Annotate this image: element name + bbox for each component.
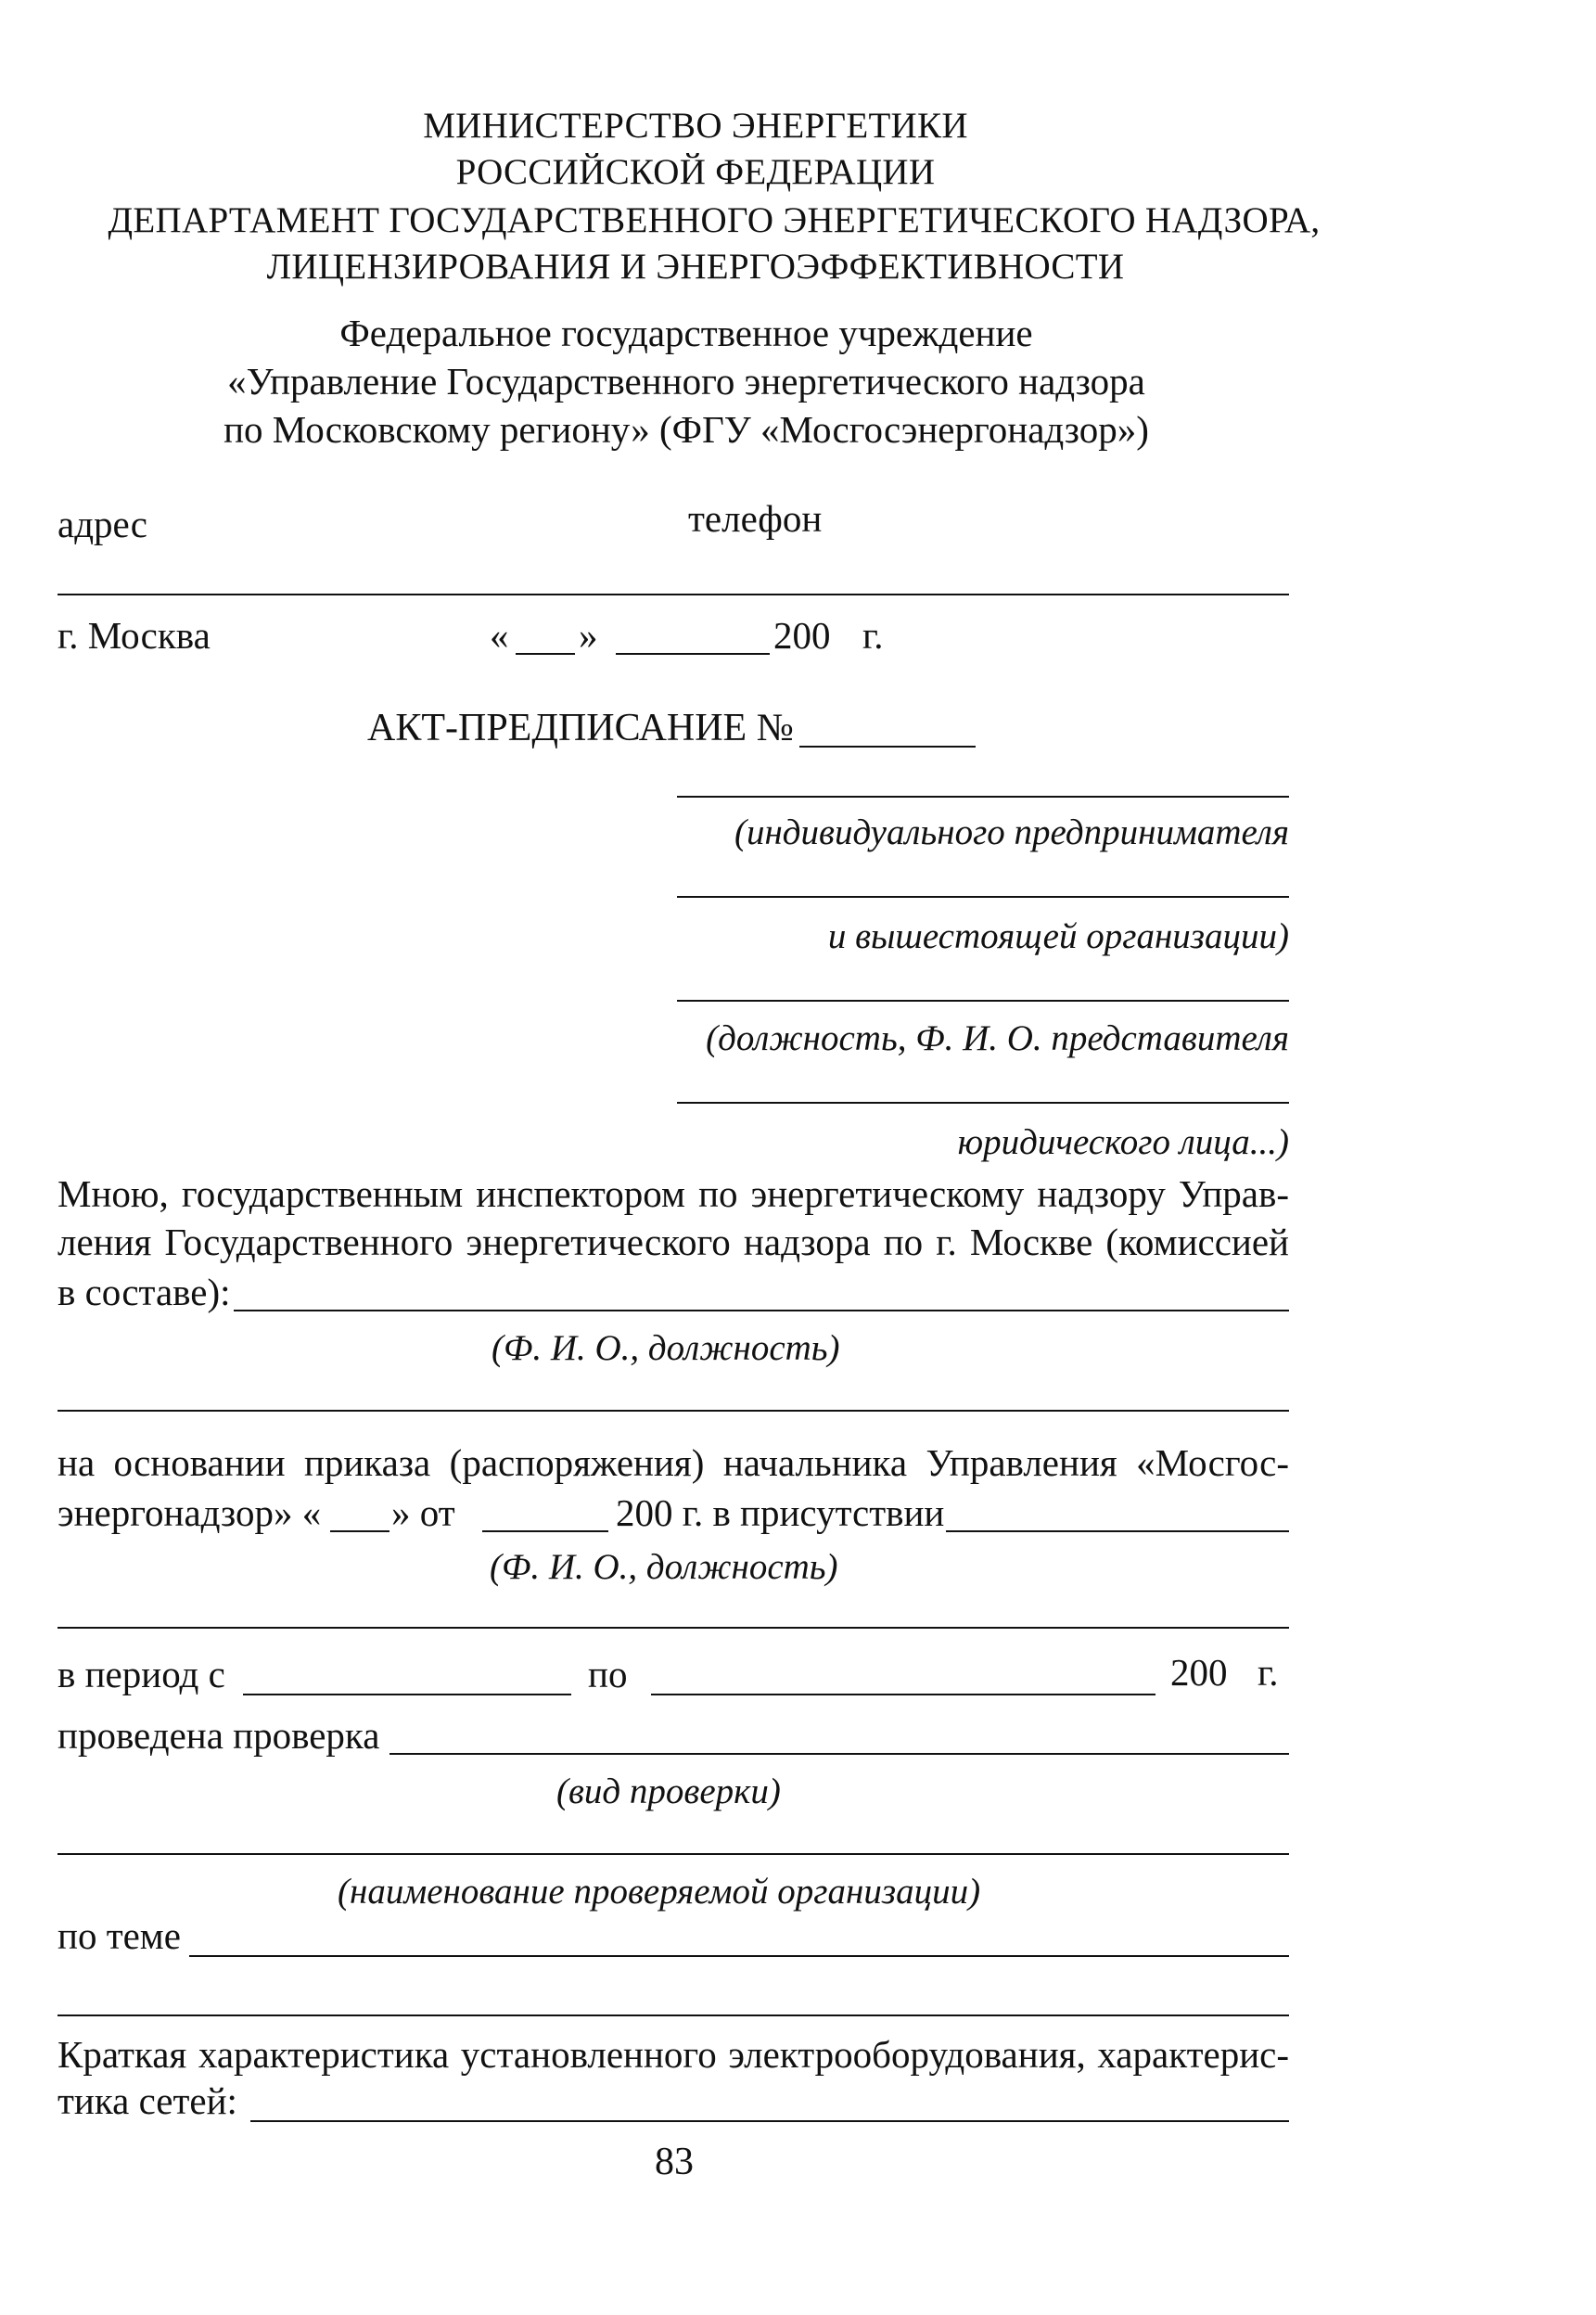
superior-org-line: [677, 896, 1289, 898]
order-line2-presence: 200 г. в присутствии: [616, 1491, 945, 1534]
institution-line1: Федеральное государственное учреждение: [339, 312, 1033, 354]
period-from-label: в период с: [57, 1653, 225, 1695]
ministry-line2: РОССИЙСКОЙ ФЕДЕРАЦИИ: [455, 152, 936, 192]
representative-line: [677, 1000, 1289, 1002]
summary-line1: Краткая характеристика установленного электрооборудования, характерис-: [57, 2033, 1289, 2076]
summary-line2: тика сетей:: [57, 2079, 237, 2122]
department-line1: ДЕПАРТАМЕНТ ГОСУДАРСТВЕННОГО ЭНЕРГЕТИЧЕСКОГО НАДЗОРА,: [108, 200, 1321, 240]
date-quote-open: «: [490, 614, 509, 657]
hint-org-name: (наименование проверяемой организации): [338, 1872, 981, 1912]
ministry-line1: МИНИСТЕРСТВО ЭНЕРГЕТИКИ: [423, 106, 968, 146]
phone-label: телефон: [688, 497, 823, 540]
date-year-suffix: г.: [862, 614, 884, 657]
period-year: 200: [1170, 1651, 1228, 1694]
para1-line1: Мною, государственным инспектором по энергетическому надзору Управ-: [57, 1172, 1289, 1215]
order-day-line: [330, 1530, 389, 1532]
hint-inspection-type: (вид проверки): [556, 1771, 781, 1811]
order-line1: на основании приказа (распоряжения) начальника Управления «Мосгос-: [57, 1441, 1289, 1484]
topic-line-2: [57, 2014, 1289, 2016]
inspection-label: проведена проверка: [57, 1714, 380, 1757]
para1-line3: в составе):: [57, 1271, 231, 1313]
presence-line-2: [57, 1627, 1289, 1629]
legal-entity-line: [677, 1102, 1289, 1104]
date-year: 200: [773, 614, 831, 657]
address-line: [57, 594, 1289, 595]
date-day-line: [516, 653, 575, 655]
period-to-label: по: [588, 1653, 628, 1695]
page-number: 83: [655, 2141, 694, 2183]
org-line: [57, 1853, 1289, 1855]
hint-legal-entity: юридического лица...): [957, 1122, 1289, 1162]
hint-fio-position-2: (Ф. И. О., должность): [490, 1547, 838, 1587]
order-month-line: [482, 1530, 608, 1532]
topic-label: по теме: [57, 1914, 181, 1957]
hint-fio-position-1: (Ф. И. О., должность): [492, 1328, 840, 1368]
period-to-line: [651, 1694, 1156, 1695]
commission-line-2: [57, 1410, 1289, 1412]
hint-entrepreneur: (индивидуального предпринимателя: [734, 812, 1289, 852]
period-year-suffix: г.: [1258, 1651, 1279, 1694]
order-line2-from: » от: [391, 1491, 455, 1534]
commission-line: [234, 1310, 1289, 1311]
institution-line2: «Управление Государственного энергетического надзора: [227, 360, 1145, 403]
para1-line2: ления Государственного энергетического надзора по г. Москве (комиссией: [57, 1221, 1289, 1263]
department-line2: ЛИЦЕНЗИРОВАНИЯ И ЭНЕРГОЭФФЕКТИВНОСТИ: [266, 247, 1125, 287]
address-label: адрес: [57, 503, 147, 545]
date-month-line: [616, 653, 770, 655]
city-label: г. Москва: [57, 614, 211, 657]
topic-line: [189, 1955, 1289, 1957]
presence-line: [946, 1530, 1289, 1532]
hint-superior-org: и вышестоящей организации): [827, 916, 1289, 956]
entrepreneur-line: [677, 796, 1289, 798]
act-title: АКТ-ПРЕДПИСАНИЕ №: [367, 707, 794, 749]
inspection-line: [389, 1753, 1289, 1755]
hint-position-representative: (должность, Ф. И. О. представителя: [706, 1018, 1289, 1058]
period-from-line: [243, 1694, 571, 1695]
order-line2-start: энергонадзор» «: [57, 1491, 322, 1534]
date-quote-close: »: [579, 614, 598, 657]
act-number-line: [799, 746, 976, 748]
institution-line3: по Московскому региону» (ФГУ «Мосгосэнергонадзор»): [223, 408, 1149, 451]
summary-line: [250, 2120, 1289, 2122]
